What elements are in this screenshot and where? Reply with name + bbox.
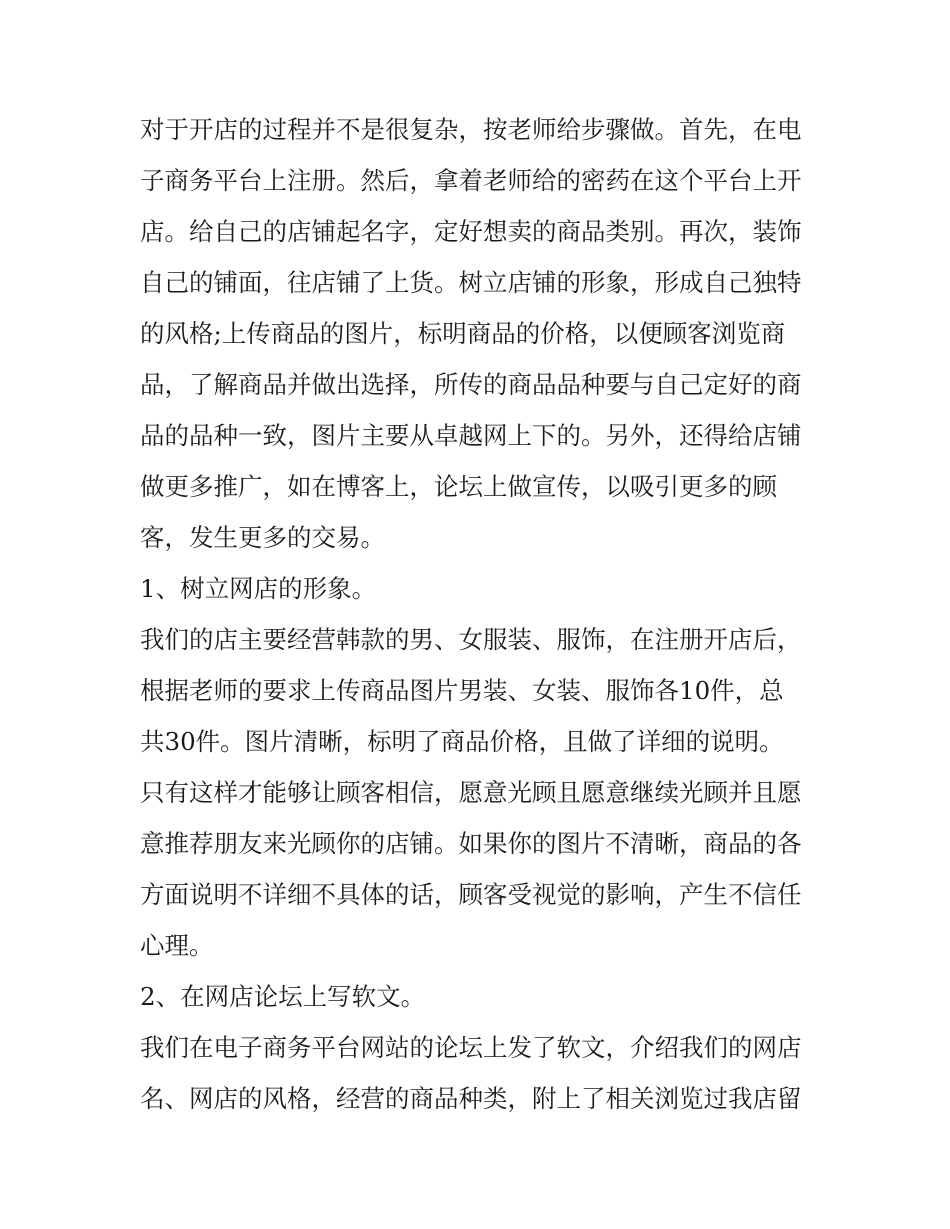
text-line: 对于开店的过程并不是很复杂，按老师给步骤做。首先，在电 bbox=[140, 115, 802, 144]
text-line: 品，了解商品并做出选择，所传的商品品种要与自己定好的商 bbox=[140, 370, 802, 399]
section-heading: 1、树立网店的形象。 bbox=[140, 574, 377, 603]
text-line: 品的品种一致，图片主要从卓越网上下的。另外，还得给店铺 bbox=[140, 421, 802, 450]
section-heading: 2、在网店论坛上写软文。 bbox=[140, 982, 426, 1011]
text-line: 意推荐朋友来光顾你的店铺。如果你的图片不清晰，商品的各 bbox=[140, 829, 802, 858]
text-line: 的风格;上传商品的图片，标明商品的价格，以便顾客浏览商 bbox=[140, 319, 786, 348]
text-line: 共30件。图片清晰，标明了商品价格，且做了详细的说明。 bbox=[140, 727, 784, 756]
text-line: 做更多推广，如在博客上，论坛上做宣传，以吸引更多的顾 bbox=[140, 472, 777, 501]
text-line: 自己的铺面，往店铺了上货。树立店铺的形象，形成自己独特 bbox=[140, 268, 802, 297]
text-line: 只有这样才能够让顾客相信，愿意光顾且愿意继续光顾并且愿 bbox=[140, 778, 802, 807]
text-line: 根据老师的要求上传商品图片男装、女装、服饰各10件，总 bbox=[140, 676, 784, 705]
document-body bbox=[140, 104, 820, 1124]
text-line: 我们的店主要经营韩款的男、女服装、服饰，在注册开店后， bbox=[140, 625, 802, 654]
text-line: 名、网店的风格，经营的商品种类，附上了相关浏览过我店留 bbox=[140, 1084, 802, 1113]
text-line: 方面说明不详细不具体的话，顾客受视觉的影响，产生不信任 bbox=[140, 880, 802, 909]
text-line: 客，发生更多的交易。 bbox=[140, 523, 385, 552]
text-line: 心理。 bbox=[140, 931, 214, 960]
text-line: 子商务平台上注册。然后，拿着老师给的密药在这个平台上开 bbox=[140, 166, 802, 195]
text-line: 我们在电子商务平台网站的论坛上发了软文，介绍我们的网店 bbox=[140, 1033, 802, 1062]
text-line: 店。给自己的店铺起名字，定好想卖的商品类别。再次，装饰 bbox=[140, 217, 802, 246]
